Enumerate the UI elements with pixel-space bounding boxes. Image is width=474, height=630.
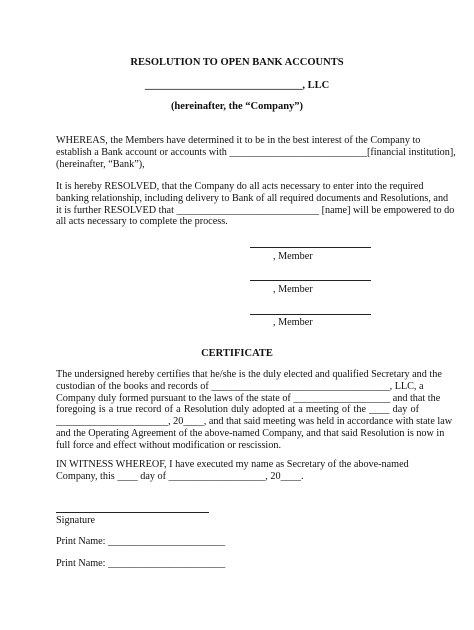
- signature-label: Signature: [56, 515, 96, 526]
- whereas-line: (hereinafter, “Bank”),: [56, 158, 145, 170]
- secretary-signature-line[interactable]: [56, 512, 209, 513]
- member-label-2: , Member: [273, 284, 313, 295]
- certificate-title: CERTIFICATE: [201, 348, 273, 359]
- print-name-field-2[interactable]: Print Name: _______________________: [56, 558, 226, 569]
- resolved-paragraph: [56, 181, 455, 228]
- certificate-line: The undersigned hereby certifies that he/she is the duly elected and qualified Secretary and the: [56, 369, 442, 380]
- company-name-line[interactable]: ______________________________, LLC: [144, 80, 330, 91]
- whereas-line: establish a Bank account or accounts with ___________________________[financial institution],: [56, 146, 456, 158]
- resolved-line: all acts necessary to complete the process.: [56, 216, 228, 228]
- witness-paragraph: [56, 459, 419, 483]
- whereas-line: WHEREAS, the Members have determined it to be in the best interest of the Company to: [56, 135, 421, 146]
- member-signature-line-2[interactable]: [250, 280, 371, 281]
- print-name-field-1[interactable]: Print Name: _______________________: [56, 536, 226, 547]
- member-signature-line-1[interactable]: [250, 247, 371, 248]
- document-title: RESOLUTION TO OPEN BANK ACCOUNTS: [130, 57, 344, 68]
- member-label-1: , Member: [273, 251, 313, 262]
- resolved-line: It is hereby RESOLVED, that the Company do all acts necessary to enter into the required: [56, 181, 424, 192]
- whereas-paragraph: [56, 135, 456, 170]
- hereinafter-line: (hereinafter, the “Company”): [170, 101, 304, 112]
- resolved-line: it is further RESOLVED that ____________________________ [name] will be empowered to do: [56, 204, 455, 216]
- witness-line: IN WITNESS WHEREOF, I have executed my name as Secretary of the above-named: [56, 459, 409, 470]
- certificate-line: full force and effect without modification or rescission.: [56, 439, 282, 451]
- certificate-line: and the Operating Agreement of the above-named Company, and that said Resolution is now in: [56, 427, 445, 439]
- member-signature-line-3[interactable]: [250, 314, 371, 315]
- certificate-line: ______________________, 20____, and that said meeting was held in accordance with state law: [56, 416, 453, 428]
- certificate-line: custodian of the books and records of ___________________________________, LLC, a: [56, 380, 424, 392]
- certificate-line: Company duly formed pursuant to the laws of the state of ___________________ and that the: [56, 392, 441, 404]
- certificate-line: foregoing is a true record of a Resolution duly adopted at a meeting of the ____ day of: [56, 404, 419, 416]
- witness-line: Company, this ____ day of ___________________, 20____.: [56, 470, 304, 482]
- resolved-line: banking relationship, including delivery to Bank of all required documents and Resolutions, and: [56, 192, 449, 204]
- member-label-3: , Member: [273, 317, 313, 328]
- certificate-paragraph: [56, 369, 453, 452]
